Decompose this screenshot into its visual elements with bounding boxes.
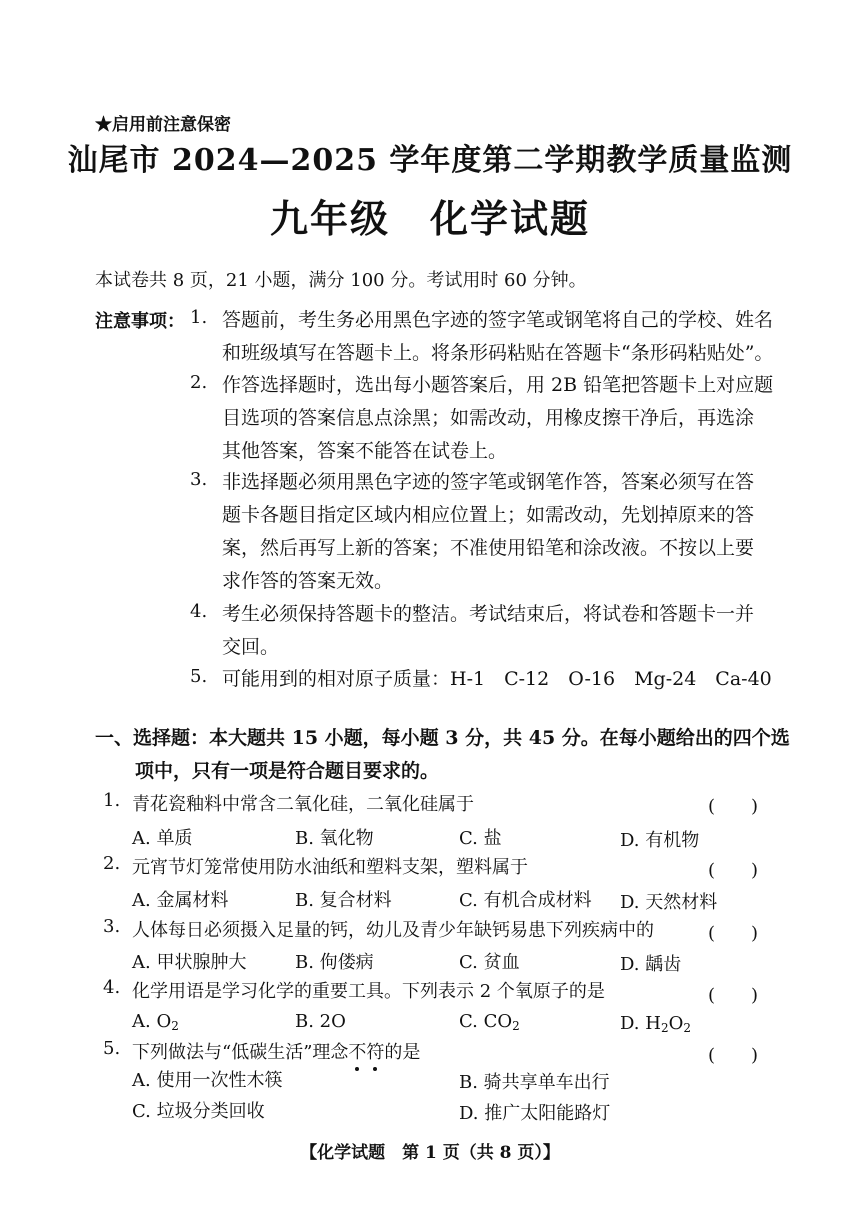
option-a: A. $O_2$ (132, 1011, 179, 1033)
note-line: 案，然后再写上新的答案；不准使用铅笔和涂改液。不按以上要 (222, 537, 755, 559)
option-c: C. 贫血 (459, 952, 520, 973)
question-number: 1. (103, 790, 121, 811)
note-number: 3. (190, 469, 208, 490)
option-c: C. $CO_2$ (459, 1011, 520, 1033)
note-number: 2. (190, 372, 208, 393)
note-line: 其他答案，答案不能答在试卷上。 (222, 440, 508, 462)
option-d: D. 推广太阳能路灯 (459, 1103, 611, 1124)
notes-label: 注意事项： (95, 311, 185, 332)
note-line: 可能用到的相对原子质量：H-1 C-12 O-16 Mg-24 Ca-40 (222, 668, 772, 690)
note-line: 考生必须保持答题卡的整洁。考试结束后，将试卷和答题卡一并 (222, 603, 755, 625)
question-stem: 人体每日必须摄入足量的钙，幼儿及青少年缺钙易患下列疾病中的 (132, 920, 654, 941)
option-d: D. 天然材料 (620, 892, 718, 913)
question-number: 5. (103, 1038, 121, 1059)
option-d: D. 有机物 (620, 830, 700, 851)
option-a: A. 使用一次性木筷 (132, 1070, 283, 1091)
note-line: 答题前，考生务必用黑色字迹的签字笔或钢笔将自己的学校、姓名 (222, 309, 774, 331)
exam-title: 汕尾市 2024—2025 学年度第二学期教学质量监测 (67, 143, 793, 178)
option-a: A. 金属材料 (132, 890, 229, 911)
note-line: 非选择题必须用黑色字迹的签字笔或钢笔作答，答案必须写在答 (222, 471, 755, 493)
option-b: B. 氧化物 (295, 828, 374, 849)
emphasis-char: 不 (348, 1042, 366, 1063)
question-stem: 化学用语是学习化学的重要工具。下列表示 2 个氧原子的是 (132, 981, 605, 1002)
option-a: A. 单质 (132, 828, 193, 849)
note-line: 作答选择题时，选出每小题答案后，用 2B 铅笔把答题卡上对应题 (222, 374, 774, 396)
note-line: 目选项的答案信息点涂黑；如需改动，用橡皮擦干净后，再选涂 (222, 407, 755, 429)
question-number: 4. (103, 977, 121, 998)
answer-blank: ( ) (708, 860, 759, 881)
option-a: A. 甲状腺肿大 (132, 952, 247, 973)
option-c: C. 盐 (459, 828, 502, 849)
option-b: B. 复合材料 (295, 890, 392, 911)
question-stem: 元宵节灯笼常使用防水油纸和塑料支架，塑料属于 (132, 857, 528, 878)
question-number: 2. (103, 853, 121, 874)
page-footer: 【化学试题 第 1 页（共 8 页）】 (300, 1143, 560, 1163)
note-line: 交回。 (222, 636, 280, 658)
note-number: 4. (190, 601, 208, 622)
note-line: 和班级填写在答题卡上。将条形码粘贴在答题卡“条形码粘贴处”。 (222, 342, 774, 364)
option-b: B. 佝偻病 (295, 952, 374, 973)
option-d: D. 龋齿 (620, 954, 682, 975)
option-c: C. 垃圾分类回收 (132, 1101, 265, 1122)
option-b: B. 骑共享单车出行 (459, 1072, 610, 1093)
question-stem: 下列做法与“低碳生活”理念不 符 的是 (132, 1038, 420, 1064)
note-number: 5. (190, 666, 208, 687)
answer-blank: ( ) (708, 1045, 759, 1066)
option-b: B. 2O (295, 1011, 346, 1032)
section-heading-cont: 项中，只有一项是符合题目要求的。 (135, 760, 440, 782)
exam-subtitle: 九年级 化学试题 (269, 196, 590, 241)
note-number: 1. (190, 307, 208, 328)
note-line: 求作答的答案无效。 (222, 570, 394, 592)
question-stem: 青花瓷釉料中常含二氧化硅，二氧化硅属于 (132, 794, 474, 815)
answer-blank: ( ) (708, 985, 759, 1006)
answer-blank: ( ) (708, 796, 759, 817)
section-heading: 一、选择题：本大题共 15 小题，每小题 3 分，共 45 分。在每小题给出的四个选 (95, 727, 790, 749)
option-d: D. $H_2O_2$ (620, 1013, 691, 1035)
answer-blank: ( ) (708, 923, 759, 944)
confidential-label: ★启用前注意保密 (95, 115, 231, 135)
option-c: C. 有机合成材料 (459, 890, 592, 911)
emphasis-char: 符 (366, 1042, 384, 1063)
exam-intro: 本试卷共 8 页，21 小题，满分 100 分。考试用时 60 分钟。 (95, 270, 587, 291)
note-line: 题卡各题目指定区域内相应位置上；如需改动，先划掉原来的答 (222, 504, 755, 526)
question-number: 3. (103, 916, 121, 937)
